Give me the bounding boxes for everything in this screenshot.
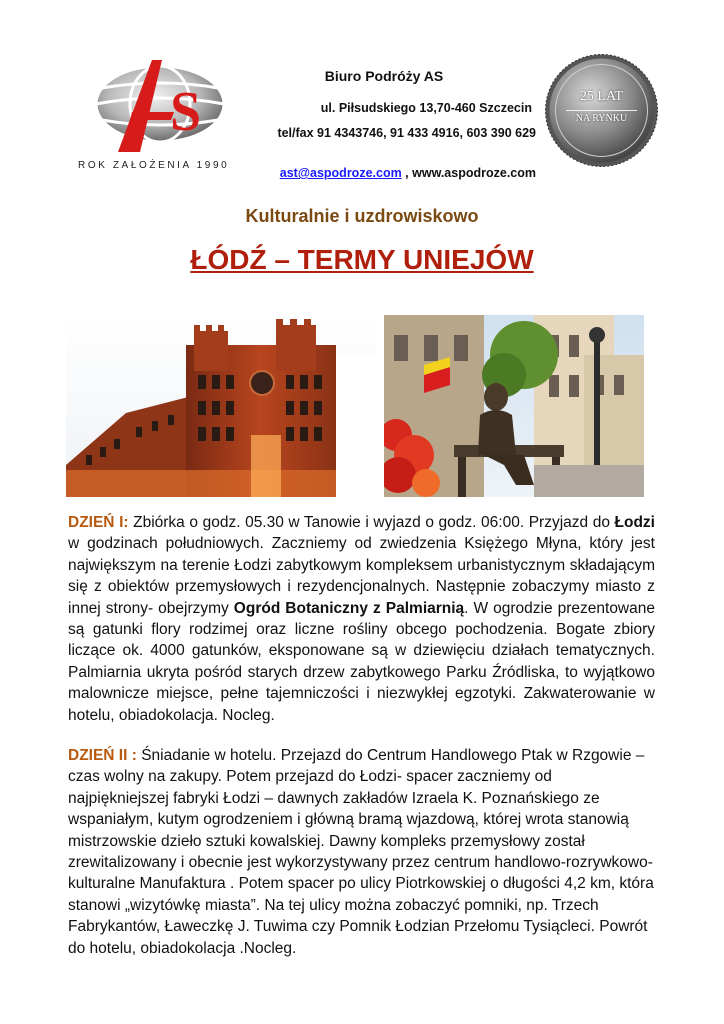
day-1-text-part3: . W ogrodzie prezentowane są gatunki flory rodzimej oraz liczne rośliny obcego pochodzenia. Bogate zbiory liczące ok. 4000 gatunków, eksponowane są w dziewięciu działach tematycznych. Palmiarnia ukryta pośród starych drzew zabytkowego Parku Źródliska, to wyjątkowo malownicze miejsce, pełne tajemniczości i niezwykłej egzotyki. Zakwaterowanie w hotelu, obiadokolacja. Nocleg. xyxy=(68,599,655,724)
day-1-text-part2: w godzinach południowych. Zaczniemy od zwiedzenia Księżego Młyna, który jest największym na terenie Łodzi zabytkowym kompleksem urbanistycznym składającym się z obiektów przemysłowych i rezydencjonalnych. Następnie zobaczymy miasto z innej strony- obejrzymy xyxy=(68,535,655,617)
anniversary-seal xyxy=(544,53,659,168)
company-address: ul. Piłsudskiego 13,70-460 Szczecin xyxy=(320,101,532,115)
email-link[interactable]: ast@aspodroze.com xyxy=(279,166,402,180)
svg-text:S: S xyxy=(170,81,202,143)
company-logo xyxy=(78,52,234,180)
company-phone: tel/fax 91 4343746, 91 433 4916, 603 390 629 xyxy=(277,126,536,140)
day-1-text-part1: Zbiórka o godz. 05.30 w Tanowie i wyjazd o godz. 06:00. Przyjazd do xyxy=(128,514,615,531)
seal-market-text: NA RYNKU xyxy=(575,113,628,124)
day-1-paragraph xyxy=(68,512,655,726)
photo-factory-building xyxy=(66,315,375,497)
day-2-paragraph xyxy=(68,745,655,959)
day-2-label: DZIEŃ II : xyxy=(68,747,137,764)
company-name: Biuro Podróży AS xyxy=(324,68,444,84)
trip-subtitle: Kulturalnie i uzdrowiskowo xyxy=(245,206,479,226)
day-1-label: DZIEŃ I: xyxy=(68,514,129,531)
logo-caption: ROK ZAŁOŻENIA 1990 xyxy=(78,160,230,171)
contact-line xyxy=(200,166,536,180)
day-1-bold-lodz: Łodzi xyxy=(614,514,655,531)
trip-title: ŁÓDŹ – TERMY UNIEJÓW xyxy=(190,244,534,275)
seal-icon xyxy=(544,53,659,168)
seal-years-text: 25 LAT xyxy=(579,89,624,104)
photo-piotrkowska-street xyxy=(384,315,644,497)
contact-separator: , xyxy=(401,166,413,180)
globe-logo-icon xyxy=(78,52,228,162)
day-1-bold-garden: Ogród Botaniczny z Palmiarnią xyxy=(233,599,465,617)
website-link[interactable]: www.aspodroze.com xyxy=(412,166,536,180)
day-2-text: Śniadanie w hotelu. Przejazd do Centrum Handlowego Ptak w Rzgowie – czas wolny na zakupy. Potem przejazd do Łodzi- spacer zaczniemy od najpiękniejszej fabryki Łodzi – dawnych zakładów Izraela K. Poznańskiego ze wspaniałym, kutym ogrodzeniem i główną bramą wjazdową, której wrota stanowią mistrzowskie dzieło sztuki kowalskiej. Dawny kompleks przemysłowy został zrewitalizowany i obecnie jest wykorzystywany przez centrum handlowo-rozrywkowo-kulturalne Manufaktura . Potem spacer po ulicy Piotrkowskiej o długości 4,2 km, która stanowi „wizytówkę miasta”. Na tej ulicy można zobaczyć pomniki, np. Trzech Fabrykantów, Ławeczkę J. Tuwima czy Pomnik Łodzian Przełomu Tysiącleci. Powrót do hotelu, obiadokolacja .Nocleg. xyxy=(68,747,654,957)
